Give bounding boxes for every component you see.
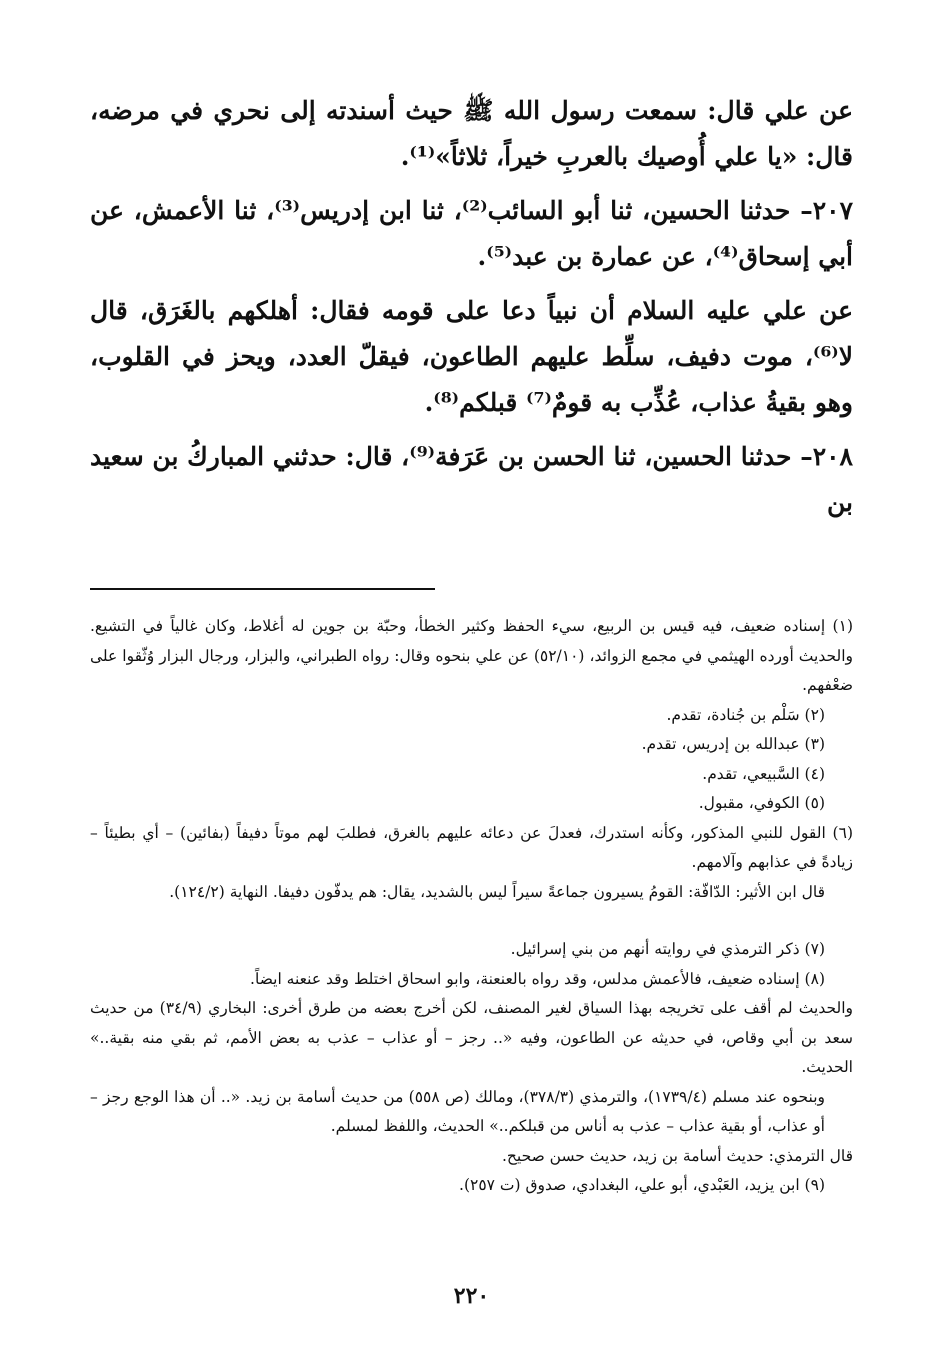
footnote: (٣) عبدالله بن إدريس، تقدم.	[641, 735, 825, 753]
footnote: (٩) ابن يزيد، العَبْدي، أبو علي، البغدادي، صدوق (ت ٢٥٧).	[459, 1176, 825, 1194]
footnote: قال ابن الأثير: الدّافّة: القومُ يسيرون جماعةً سيراً ليس بالشديد، يقال: هم يدفّون دفيفا. النهاية (١٢٤/٢).	[169, 882, 825, 901]
page-number: ٢٢٠	[453, 1283, 490, 1309]
footnote: قال الترمذي: حديث أسامة بن زيد، حديث حسن صحيح.	[501, 1146, 853, 1165]
footnote: (٨) إسناده ضعيف، فالأعمش مدلس، وقد رواه بالعنعنة، وابو اسحاق اختلط وقد عنعنه ايضاً.	[250, 969, 825, 988]
footnote: والحديث لم أقف على تخريجه بهذا السياق لغير المصنف، لكن أخرج بعضه من طرق أخرى: البخاري (٣٤/٩) من حديث سعد بن أبي وقاص، في حديثه عن الطاعون، وفيه «.. رجز – أو عذاب – عذب به بعض الأمم، ثم بقي منه بقية..» الحديث.	[90, 999, 853, 1076]
footnote-separator	[90, 588, 435, 590]
footnote-separator-wrap	[90, 588, 853, 590]
main-text	[90, 88, 853, 526]
main-paragraph: عن علي قال: سمعت رسول الله ﷺ حيث أسندته إلى نحري في مرضه، قال: «يا علي أُوصيك بالعربِ خيراً، ثلاثاً»⁽¹⁾.	[90, 96, 853, 171]
footnote: (١) إسناده ضعيف، فيه قيس بن الربيع، سيء الحفظ وكثير الخطأ، وحبّة بن جوين له أغلاط، وكان غالياً في التشيع. والحديث أورده الهيثمي في مجمع الزوائد، (٥٢/١٠) عن علي بنحوه وقال: رواه الطبراني، والبزار، ورجال البزار وُثّقوا على ضعْفهم.	[90, 617, 853, 694]
footnotes	[90, 612, 853, 1201]
footnote: (٥) الكوفي، مقبول.	[698, 794, 825, 812]
footnote: (٢) سَلْم بن جُنادة، تقدم.	[666, 705, 825, 724]
footnote: وبنحوه عند مسلم (١٧٣٩/٤)، والترمذي (٣٧٨/٣)، ومالك (ص ٥٥٨) من حديث أسامة بن زيد. «.. أن هذا الوجع رجز – أو عذاب، أو بقية عذاب – عذب به أناس من قبلكم..» الحديث، واللفظ لمسلم.	[90, 1087, 826, 1135]
book-page	[90, 88, 853, 1309]
footnote: (٧) ذكر الترمذي في روايته أنهم من بني إسرائيل.	[510, 940, 825, 958]
main-paragraph: ٢٠٧– حدثنا الحسين، ثنا أبو السائب⁽²⁾، ثنا ابن إدريس⁽³⁾، ثنا الأعمش، عن أبي إسحاق⁽⁴⁾، عن عمارة بن عبد⁽⁵⁾.	[90, 196, 854, 271]
main-paragraph: عن علي عليه السلام أن نبياً دعا على قومه فقال: أهلكهم بالغَرَق، قال لا⁽⁶⁾، موت دفيف، سلِّط عليهم الطاعون، فيقلّ العدد، ويحز في القلوب، وهو بقيةُ عذاب، عُذِّب به قومٌ⁽⁷⁾ قبلكم⁽⁸⁾.	[90, 296, 853, 417]
footnote: (٤) السَّبيعي، تقدم.	[702, 764, 825, 783]
main-paragraph: ٢٠٨– حدثنا الحسين، ثنا الحسن بن عَرَفة⁽⁹⁾، قال: حدثني المباركُ بن سعيد بن	[90, 442, 853, 517]
footnote: (٦) القول للنبي المذكور، وكأنه استدرك، فعدلَ عن دعائه عليهم بالغرق، فطلبَ لهم موتاً دفيفاً (بفائين) – أي بطيئاً – زيادةً في عذابهم وآلامهم.	[90, 823, 853, 871]
